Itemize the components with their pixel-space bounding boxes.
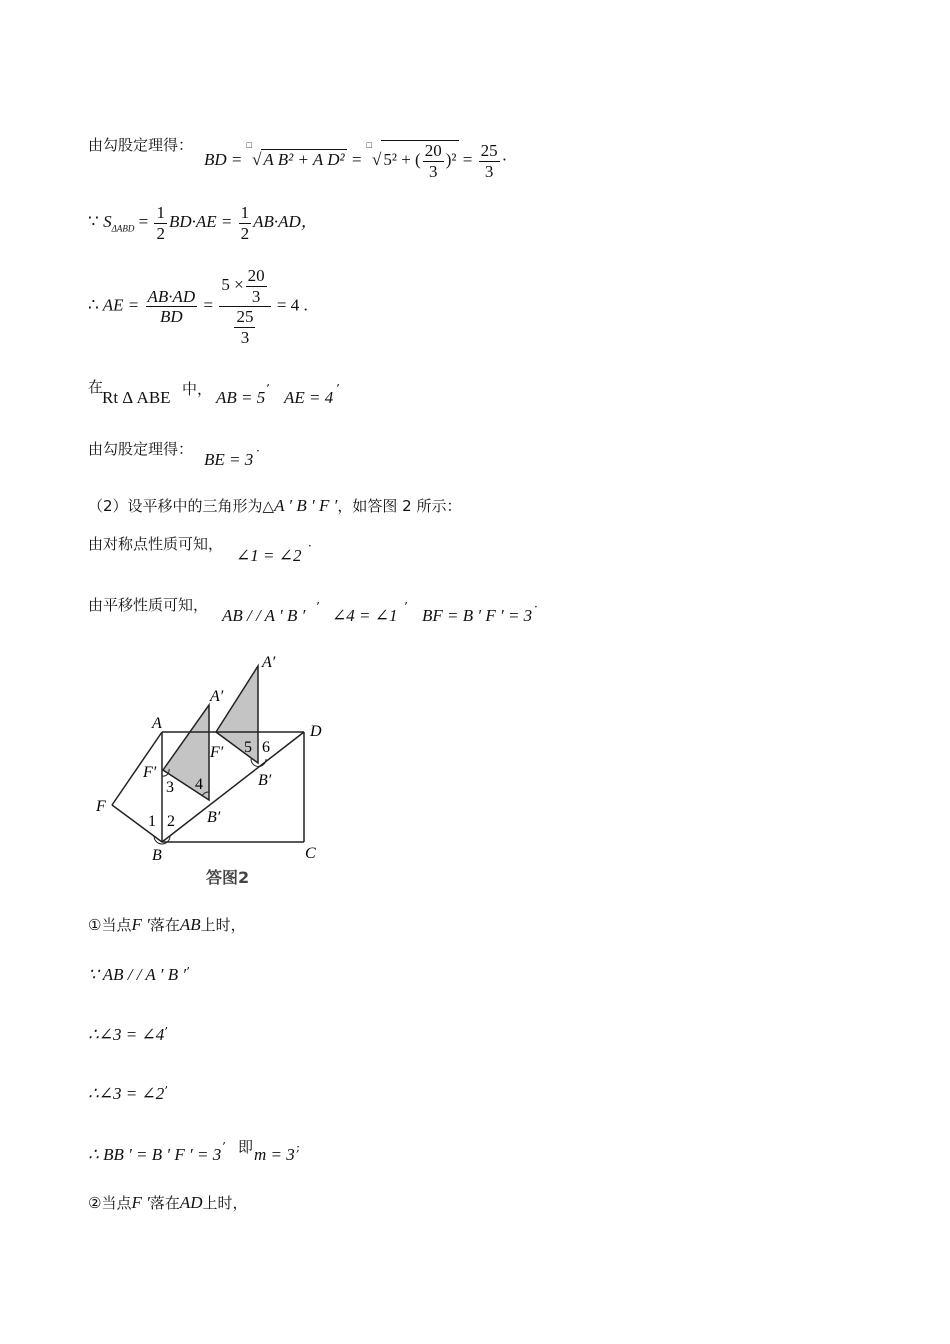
label-b: B	[152, 847, 162, 864]
radical-2: 5² + ( $\frac{20}{3}$ )²	[383, 141, 457, 181]
radical-1: A B² + A D²	[263, 149, 345, 169]
label-3: 3	[166, 779, 174, 796]
line-part2-intro: （2）设平移中的三角形为△A ′ B ′ F ′，如答图 2 所示：	[88, 496, 462, 515]
text-pythagoras: 由勾股定理得：	[88, 136, 194, 154]
line-ae: ∴ AE = $\frac{AB\cdot AD}{BD}$ = 5 × $\frac{20}{3}$ $\frac{25}{3}$ = 4 .	[88, 266, 308, 347]
translation-figure	[88, 648, 348, 898]
label-a: A	[152, 715, 162, 732]
label-4: 4	[195, 776, 203, 793]
line-parallel: ∵ AB / / A ′ B ′’	[88, 965, 190, 984]
label-6: 6	[262, 739, 270, 756]
label-b-prime-2: B′	[258, 772, 272, 789]
bd-lhs: BD =	[204, 149, 243, 169]
label-5: 5	[244, 739, 252, 756]
label-f: F	[96, 798, 106, 815]
label-c: C	[305, 845, 316, 862]
line-case1: ①当点F ′落在AB上时，	[88, 915, 246, 934]
line-angle32: ∴∠3 = ∠2’	[88, 1084, 169, 1103]
label-2: 2	[167, 813, 175, 830]
figure-caption: 答图2	[206, 868, 250, 887]
label-b-prime-1: B′	[207, 809, 221, 826]
line-angle34: ∴∠3 = ∠4’	[88, 1025, 169, 1044]
result-fraction: $\frac{25}{3}$	[480, 141, 498, 181]
label-d: D	[310, 723, 322, 740]
label-f-prime-2: F′	[210, 744, 224, 761]
line-case2: ②当点F ′落在AD上时，	[88, 1193, 248, 1212]
line-area-abd: ∵ $S_{\Delta ABD}$ = $\frac{1}{2}$ BD·AE = $\frac{1}{2}$ AB·AD，	[88, 203, 318, 243]
label-a-prime-1: A′	[210, 688, 224, 705]
label-f-prime-1: F′	[143, 764, 157, 781]
label-a-prime-2: A′	[262, 654, 276, 671]
formula-bd: BD = □√ A B² + A D² = □√ 5² + ( $\frac{20}{3}$ )² = $\frac{25}{3}$ ·	[204, 140, 508, 181]
label-1: 1	[148, 813, 156, 830]
